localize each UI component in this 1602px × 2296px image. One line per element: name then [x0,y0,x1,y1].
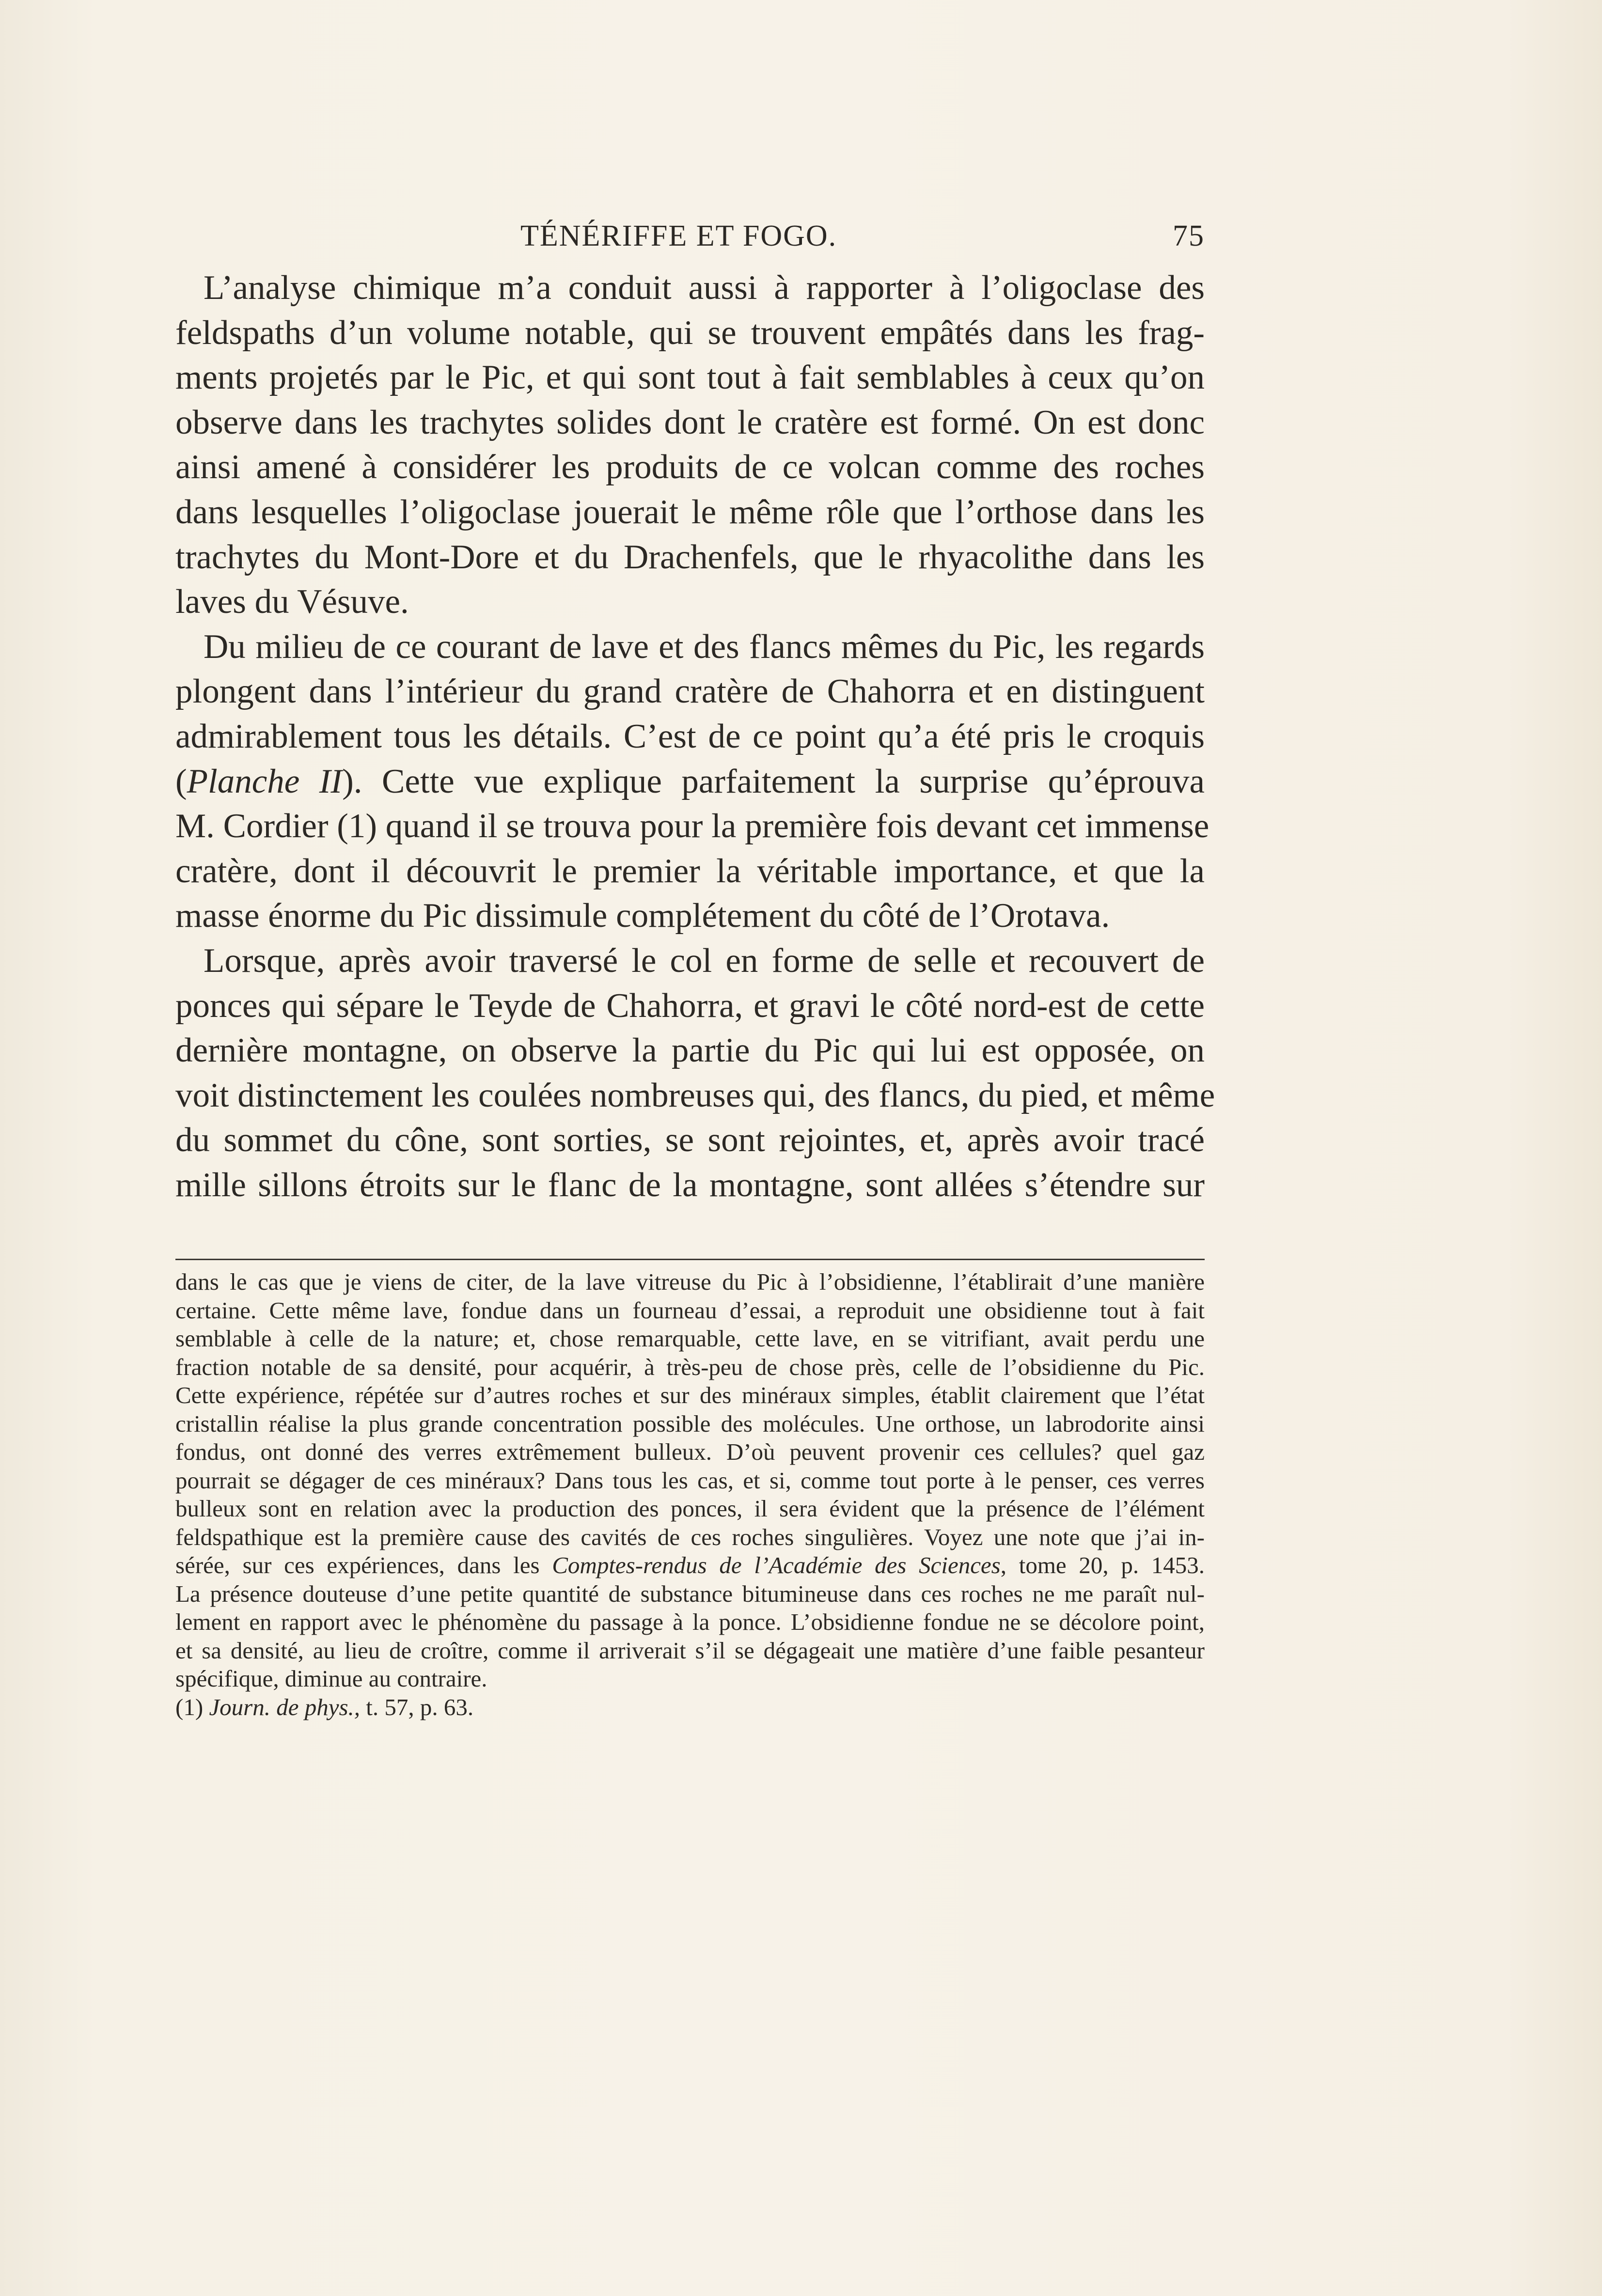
text-line: L’analyse chimique m’a conduit aussi à rapporter à l’oligoclase des [204,269,1205,307]
text-line: du sommet du cône, sont sorties, se sont rejointes, et, après avoir tracé [175,1121,1205,1159]
planche-reference: Planche II [187,762,343,800]
citation-tail: , tome 20, p. 1453. [1000,1552,1205,1578]
text-line: mille sillons étroits sur le flanc de la montagne, sont allées s’étendre sur [175,1166,1205,1204]
footnote-line: semblable à celle de la nature; et, chose remarquable, cette lave, en se vitrifiant, avait perdu une [175,1325,1205,1352]
footnotes [175,1268,1205,1721]
main-text [175,266,1215,1207]
text-line: plongent dans l’intérieur du grand cratère de Chahorra et en distinguent [175,672,1205,711]
text-line: M. Cordier (1) quand il se trouva pour la première fois devant cet immense [175,807,1209,845]
text-line: masse énorme du Pic dissimule complétement du côté de l’Orotava. [175,897,1110,935]
text-line: observe dans les trachytes solides dont le cratère est formé. On est donc [175,403,1205,441]
footnote-line-citation [175,1551,1205,1580]
text-line-planche: (Planche II). Cette vue explique parfaitement la surprise qu’éprouva [175,762,1205,800]
footnote-1 [175,1693,1205,1722]
footnote-1-number: (1) [175,1693,204,1720]
text-line: laves du Vésuve. [175,583,409,621]
footnote-line: fraction notable de sa densité, pour acquérir, à très-peu de chose près, celle de l’obsidienne du Pic. [175,1353,1205,1380]
text-line: feldspaths d’un volume notable, qui se trouvent empâtés dans les frag- [175,313,1205,352]
text-line-rest: Cette vue explique parfaitement la surprise qu’éprouva [381,762,1205,800]
footnote-line: feldspathique est la première cause des cavités de ces roches singulières. Voyez une note que j’ai in- [175,1523,1205,1550]
citation-lead: sérée, sur ces expériences, dans les [175,1552,540,1578]
text-line: cratère, dont il découvrit le premier la véritable importance, et que la [175,852,1205,890]
text-line: Lorsque, après avoir traversé le col en forme de selle et recouvert de [204,941,1205,980]
footnote-line: Cette expérience, répétée sur d’autres roches et sur des minéraux simples, établit clairement que l’état [175,1382,1205,1408]
footnote-line: cristallin réalise la plus grande concentration possible des molécules. Une orthose, un labrodorite ainsi [175,1410,1205,1437]
citation-journal: Comptes-rendus de l’Académie des Sciences [552,1552,1001,1578]
text-line: ainsi amené à considérer les produits de ce volcan comme des roches [175,448,1205,486]
text-line: dernière montagne, on observe la partie du Pic qui lui est opposée, on [175,1031,1205,1070]
footnote-1-journal: Journ. de phys., [209,1693,361,1720]
text-line: trachytes du Mont-Dore et du Drachenfels, que le rhyacolithe dans les [175,538,1205,576]
footnote-divider [175,1259,1205,1260]
footnote-line: fondus, ont donné des verres extrêmement bulleux. D’où peuvent provenir ces cellules? quel gaz [175,1438,1205,1465]
footnote-line: bulleux sont en relation avec la production des ponces, il sera évident que la présence de l’élément [175,1495,1205,1522]
footnote-line: spécifique, diminue au contraire. [175,1665,487,1692]
footnote-line: La présence douteuse d’une petite quantité de substance bitumineuse dans ces roches ne me paraît nul- [175,1580,1205,1607]
footnote-1-reference: t. 57, p. 63. [366,1693,474,1720]
text-line: admirablement tous les détails. C’est de ce point qu’a été pris le croquis [175,717,1205,755]
page-header [175,219,1205,263]
text-line: ponces qui sépare le Teyde de Chahorra, et gravi le côté nord-est de cette [175,986,1205,1025]
text-line: voit distinctement les coulées nombreuses qui, des flancs, du pied, et même [175,1076,1215,1114]
footnote-line: pourrait se dégager de ces minéraux? Dans tous les cas, et si, comme tout porte à le penser, ces verres [175,1467,1205,1494]
text-line: ments projetés par le Pic, et qui sont tout à fait semblables à ceux qu’on [175,359,1205,397]
running-title: TÉNÉRIFFE ET FOGO. [520,219,837,252]
footnote-line: certaine. Cette même lave, fondue dans un fourneau d’essai, a reproduit une obsidienne tout à fait [175,1296,1205,1324]
footnote-line: dans le cas que je viens de citer, de la lave vitreuse du Pic à l’obsidienne, l’établirait d’une manière [175,1268,1205,1295]
text-line: dans lesquelles l’oligoclase jouerait le même rôle que l’orthose dans les [175,493,1205,531]
footnote-line: lement en rapport avec le phénomène du passage à la ponce. L’obsidienne fondue ne se décolore point, [175,1609,1205,1635]
footnote-line: et sa densité, au lieu de croître, comme il arriverait s’il se dégageait une matière d’une faible pesanteur [175,1637,1205,1664]
text-line: Du milieu de ce courant de lave et des flancs mêmes du Pic, les regards [204,627,1205,666]
page-number: 75 [1173,219,1205,252]
